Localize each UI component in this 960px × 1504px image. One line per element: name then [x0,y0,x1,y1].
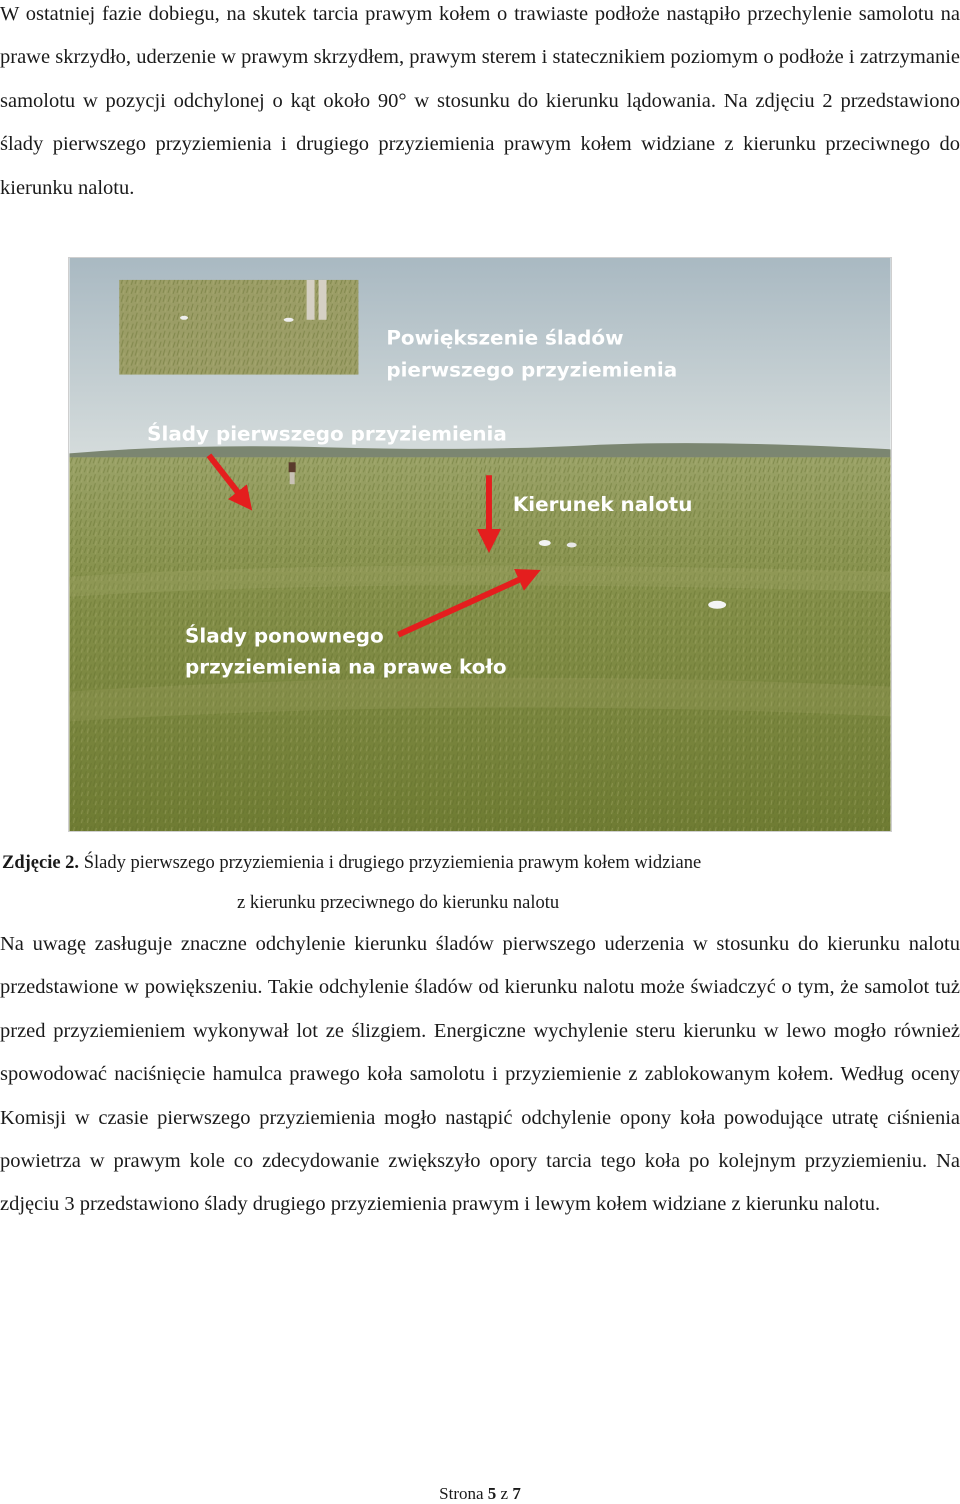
footer-separator: z [496,1484,513,1503]
photo-illustration [69,258,891,831]
debris-mark [708,601,726,609]
footer-page-total: 7 [512,1484,521,1503]
label-approach-direction: Kierunek nalotu [512,493,693,517]
debris-mark [539,540,551,546]
page-footer [0,1484,960,1504]
footer-page-number: 5 [487,1484,497,1503]
label-second-line2: przyziemienia na prawe koło [185,655,507,679]
caption-text: Ślady pierwszego przyziemienia i drugiego przyziemienia prawym kołem widziane [79,853,702,873]
label-second-line1: Ślady ponownego [185,624,384,648]
photo-caption-line1 [2,853,701,874]
caption-prefix: Zdjęcie 2. [2,853,80,873]
label-zoom-line1: Powiększenie śladów [386,326,624,350]
analysis-paragraph: Na uwagę zasługuje znaczne odchylenie kierunku śladów pierwszego uderzenia w stosunku do kierunku nalotu przedstawione w powiększeniu. Takie odchylenie śladów od kierunku nalotu może świadczyć o tym, że samolot tuż przed przyziemieniem wykonywał lot ze ślizgiem. Energiczne wychylenie steru kierunku w lewo mogło również spowodować naciśnięcie hamulca prawego koła samolotu i przyziemienie z zablokowanym kołem. Według oceny Komisji w czasie pierwszego przyziemienia mogło nastąpić odchylenie opony koła powodujące utratę ciśnienia powietrza w prawym kole co zdecydowanie zwiększyło opory tarcia tego koła po kolejnym przyziemieniu. Na zdjęciu 3 przedstawiono ślady drugiego przyziemienia prawym i lewym kołem widziane z kierunku nalotu. [0,933,960,1216]
label-zoom-line2: pierwszego przyziemienia [386,358,678,382]
photo-caption-line2: z kierunku przeciwnego do kierunku nalotu [237,893,560,913]
label-first-touchdown: Ślady pierwszego przyziemienia [147,422,507,446]
person-figure [289,462,296,484]
footer-label: Strona [439,1484,488,1503]
intro-paragraph: W ostatniej fazie dobiegu, na skutek tarcia prawym kołem o trawiaste podłoże nastąpiło przechylenie samolotu na prawe skrzydło, uderzenie w prawym skrzydłem, prawym sterem i statecznikiem poziomym o podłoże i zatrzymanie samolotu w pozycji odchylonej o kąt około 90° w stosunku do kierunku lądowania. Na zdjęciu 2 przedstawiono ślady pierwszego przyziemienia i drugiego przyziemienia prawym kołem widziane z kierunku przeciwnego do kierunku nalotu. [0,3,960,199]
debris-mark [567,543,577,548]
zoom-inset [119,280,358,375]
photo-touchdown-traces [68,257,892,832]
